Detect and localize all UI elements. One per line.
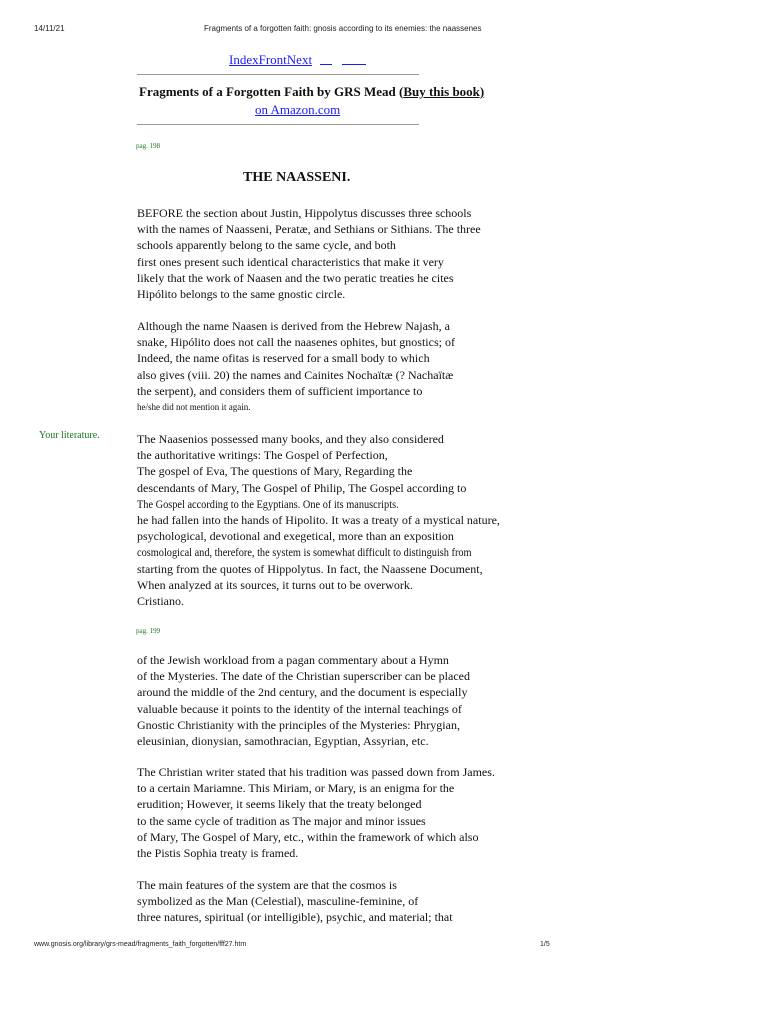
text-line: he had fallen into the hands of Hipolito. It was a treaty of a mystical nature,: [137, 513, 500, 528]
paragraph-6: [137, 877, 453, 926]
nav-next-link[interactable]: Next: [286, 52, 313, 67]
text-line-condensed: [137, 544, 526, 560]
text-line: eleusinian, dionysian, samothracian, Egyptian, Assyrian, etc.: [137, 734, 429, 749]
text-line-condensed: [137, 496, 526, 512]
text-line: psychological, devotional and exegetical, more than an exposition: [137, 529, 454, 544]
text-line: BEFORE the section about Justin, Hippolytus discusses three schools: [137, 206, 472, 220]
text-line: to the same cycle of tradition as The major and minor issues: [137, 813, 426, 828]
text-line: Gnostic Christianity with the principles of the Mysteries: Phrygian,: [137, 717, 460, 732]
text-line: The Christian writer stated that his tradition was passed down from James.: [137, 765, 495, 779]
text-line: symbolized as the Man (Celestial), masculine-feminine, of: [137, 894, 419, 909]
text-line: likely that the work of Naasen and the two peratic treaties he cites: [137, 270, 454, 285]
buy-book-link[interactable]: Buy this book): [403, 84, 485, 99]
page-number-198: pag. 198: [136, 142, 161, 150]
text-line: When analyzed at its sources, it turns out to be overwork.: [137, 577, 413, 592]
paragraph-3: [137, 431, 526, 609]
top-navigation: [229, 52, 366, 68]
text-line: also gives (viii. 20) the names and Cainites Nochaïtæ (? Nachaïtæ: [137, 367, 454, 382]
text-line: Indeed, the name ofitas is reserved for a small body to which: [137, 351, 430, 366]
text-line: around the middle of the 2nd century, and the document is especially: [137, 685, 468, 700]
text-line: of the Mysteries. The date of the Christian superscriber can be placed: [137, 669, 470, 684]
text-line: three natures, spiritual (or intelligible), psychic, and material; that: [137, 910, 453, 925]
nav-blank-link-2[interactable]: [342, 64, 366, 65]
text-line: The main features of the system are that the cosmos is: [137, 878, 397, 892]
text-line: The Naasenios possessed many books, and they also considered: [137, 432, 444, 446]
print-page-title: Fragments of a forgotten faith: gnosis according to its enemies: the naassenes: [204, 24, 482, 33]
text-line: of Mary, The Gospel of Mary, etc., within the framework of which also: [137, 829, 479, 844]
text-line: of the Jewish workload from a pagan commentary about a Hymn: [137, 653, 449, 667]
print-page-counter: 1/5: [540, 941, 550, 948]
text-line: The gospel of Eva, The questions of Mary, Regarding the: [137, 464, 413, 479]
text-line: valuable because it points to the identity of the internal teachings of: [137, 701, 462, 716]
top-divider: [137, 74, 419, 75]
book-title: [139, 84, 484, 100]
condensed-text: cosmological and, therefore, the system is somewhat difficult to distinguish from: [137, 545, 472, 560]
paragraph-4: [137, 652, 470, 749]
section-heading: THE NAASSENI.: [243, 170, 351, 185]
amazon-line: [255, 102, 340, 118]
nav-blank-link[interactable]: [320, 64, 332, 65]
condensed-text: The Gospel according to the Egyptians. One of its manuscripts.: [137, 496, 399, 511]
bottom-divider: [137, 124, 419, 125]
print-url: www.gnosis.org/library/grs-mead/fragments_faith_forgotten/fff27.htm: [34, 941, 247, 948]
text-line: snake, Hipólito does not call the naasenes ophites, but gnostics; of: [137, 335, 455, 350]
text-line-small: he/she did not mention it again.: [137, 402, 251, 413]
text-line: descendants of Mary, The Gospel of Philip, The Gospel according to: [137, 480, 467, 495]
nav-index-link[interactable]: Index: [229, 52, 259, 67]
text-line: the Pistis Sophia treaty is framed.: [137, 846, 299, 861]
text-line: first ones present such identical characteristics that make it very: [137, 254, 444, 269]
text-line: Hipólito belongs to the same gnostic circle.: [137, 287, 346, 302]
text-line: Cristiano.: [137, 594, 184, 609]
text-line: starting from the quotes of Hippolytus. In fact, the Naassene Document,: [137, 561, 483, 576]
nav-front-link[interactable]: Front: [258, 52, 287, 67]
book-title-text: Fragments of a Forgotten Faith by GRS Mead (: [139, 84, 404, 99]
text-line: the authoritative writings: The Gospel of Perfection,: [137, 448, 388, 463]
paragraph-2: [137, 318, 455, 415]
text-line: to a certain Mariamne. This Miriam, or Mary, is an enigma for the: [137, 781, 455, 796]
text-line: the serpent), and considers them of sufficient importance to: [137, 383, 423, 398]
text-line: with the names of Naasseni, Peratæ, and Sethians or Sithians. The three: [137, 222, 481, 237]
text-line: erudition; However, it seems likely that the treaty belonged: [137, 797, 422, 812]
margin-note-literature: Your literature.: [39, 430, 100, 441]
text-line: Although the name Naasen is derived from the Hebrew Najash, a: [137, 319, 450, 333]
paragraph-1: [137, 205, 481, 302]
page-number-199: pag. 199: [136, 627, 161, 635]
text-line: schools apparently belong to the same cycle, and both: [137, 238, 396, 253]
paragraph-5: [137, 764, 495, 861]
print-date: 14/11/21: [34, 24, 65, 33]
amazon-link[interactable]: on Amazon.com: [255, 102, 341, 117]
